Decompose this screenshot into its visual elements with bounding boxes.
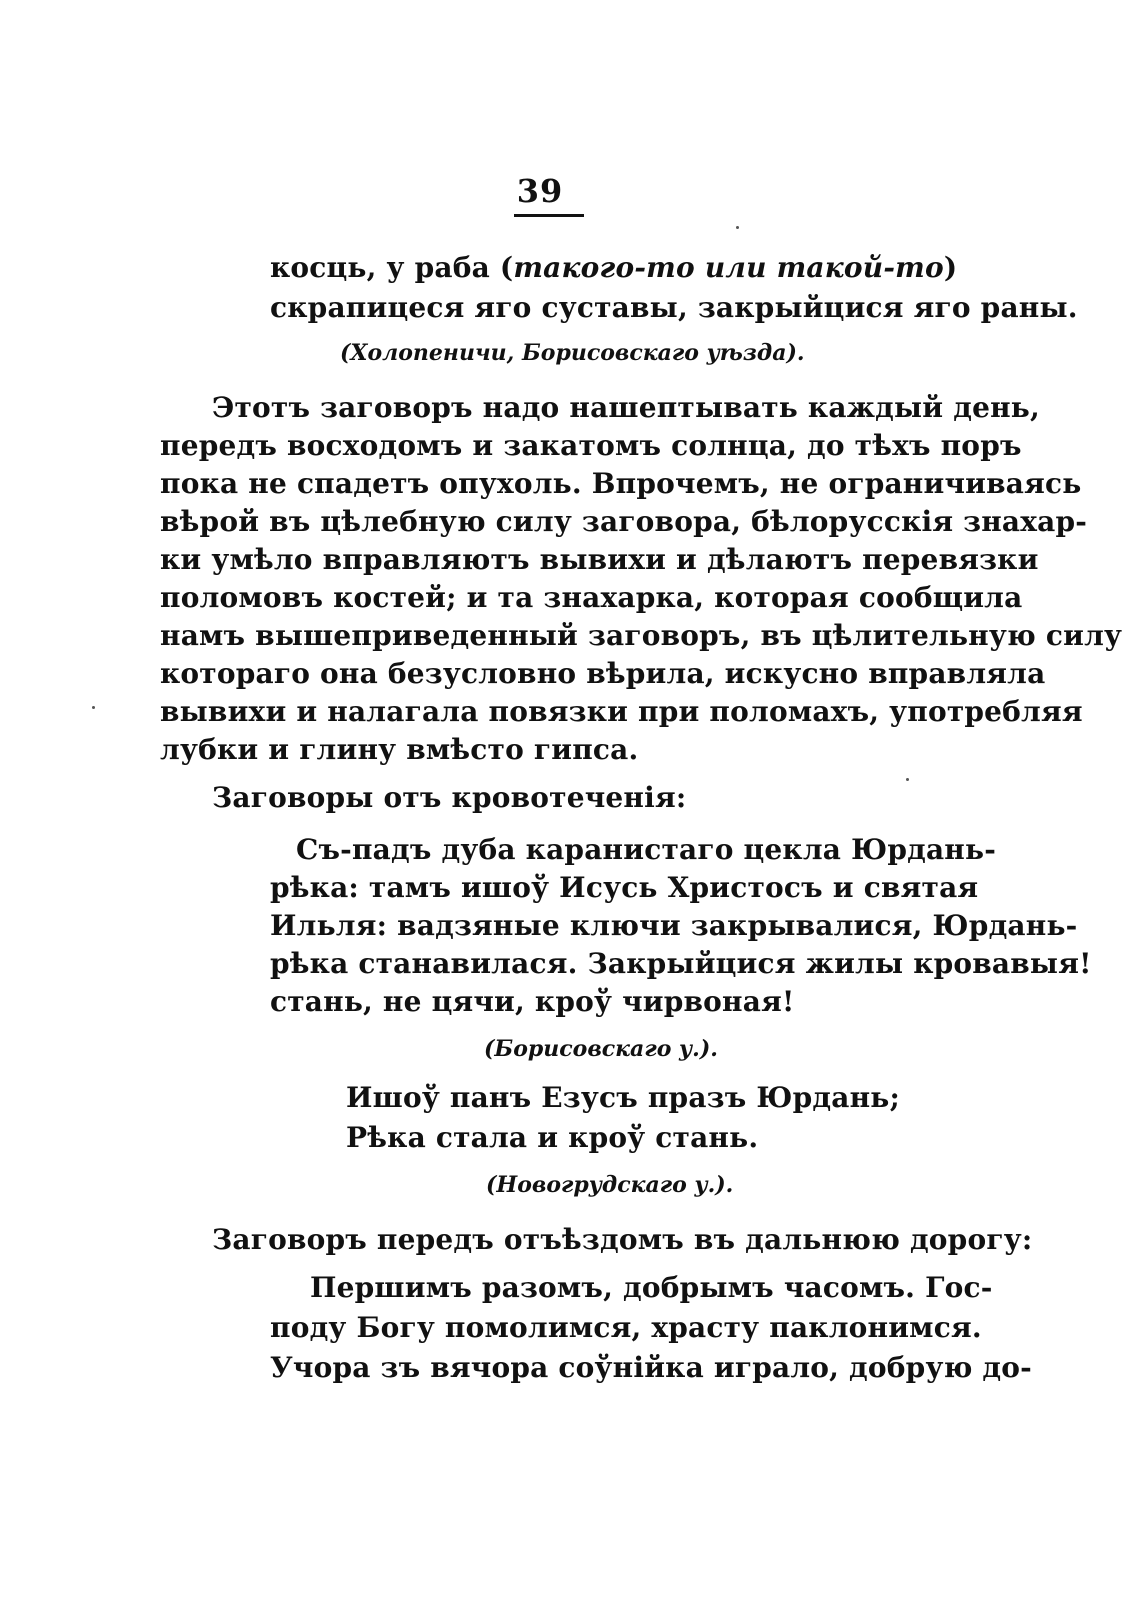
scan-speck [92, 706, 95, 709]
scan-speck [906, 778, 909, 781]
charm-line: рѣка станавилася. Закрыйцися жилы кровавыя! [270, 947, 1092, 980]
section-heading: Заговоръ передъ отъѣздомъ въ дальнюю дорогу: [212, 1223, 1033, 1256]
paragraph-line: передъ восходомъ и закатомъ солнца, до тѣхъ поръ [160, 429, 1022, 462]
paragraph-line: ки умѣло вправляютъ вывихи и дѣлаютъ перевязки [160, 543, 1039, 576]
source-note: (Холопеничи, Борисовскаго уѣзда). [340, 340, 805, 366]
source-note: (Борисовскаго у.). [484, 1036, 718, 1062]
charm-line: стань, не цячи, кроў чирвоная! [270, 985, 795, 1018]
source-note: (Новогрудскаго у.). [486, 1172, 734, 1198]
charm-line: Першимъ разомъ, добрымъ часомъ. Гос- [310, 1271, 993, 1304]
paragraph-line: Этотъ заговоръ надо нашептывать каждый день, [212, 391, 1040, 424]
charm-line: рѣка: тамъ ишоў Исусь Христосъ и святая [270, 871, 979, 904]
paragraph-line: поломовъ костей; и та знахарка, которая сообщила [160, 581, 1023, 614]
charm-line-1: косць, у раба (такого-то или такой-то) [270, 251, 958, 284]
paragraph-line: лубки и глину вмѣсто гипса. [160, 733, 639, 766]
paragraph-line: котораго она безусловно вѣрила, искусно вправляла [160, 657, 1046, 690]
paragraph-line: пока не спадетъ опухоль. Впрочемъ, не ограничиваясь [160, 467, 1082, 500]
page-number: 39 [516, 172, 564, 210]
charm-line: Ишоў панъ Езусъ празъ Юрдань; [346, 1081, 901, 1114]
charm-line: Ильля: вадзяные ключи закрывалися, Юрдань- [270, 909, 1078, 942]
scan-speck [736, 226, 739, 229]
page-number-underline [514, 214, 584, 217]
paragraph-line: вывихи и налагала повязки при поломахъ, употребляя [160, 695, 1083, 728]
paragraph-line: вѣрой въ цѣлебную силу заговора, бѣлорусскія знахар- [160, 505, 1088, 538]
paragraph-line: намъ вышеприведенный заговоръ, въ цѣлительную силу [160, 619, 1123, 652]
section-heading: Заговоры отъ кровотеченія: [212, 781, 687, 814]
charm-line: Съ-падъ дуба каранистаго цекла Юрдань- [296, 833, 997, 866]
charm-line: Рѣка стала и кроў стань. [346, 1121, 759, 1154]
charm-line: поду Богу помолимся, храсту паклонимся. [270, 1311, 982, 1344]
charm-line-2: скрапицеся яго суставы, закрыйцися яго раны. [270, 291, 1078, 324]
charm-line: Учора зъ вячора соўнійка играло, добрую до- [270, 1351, 1032, 1384]
